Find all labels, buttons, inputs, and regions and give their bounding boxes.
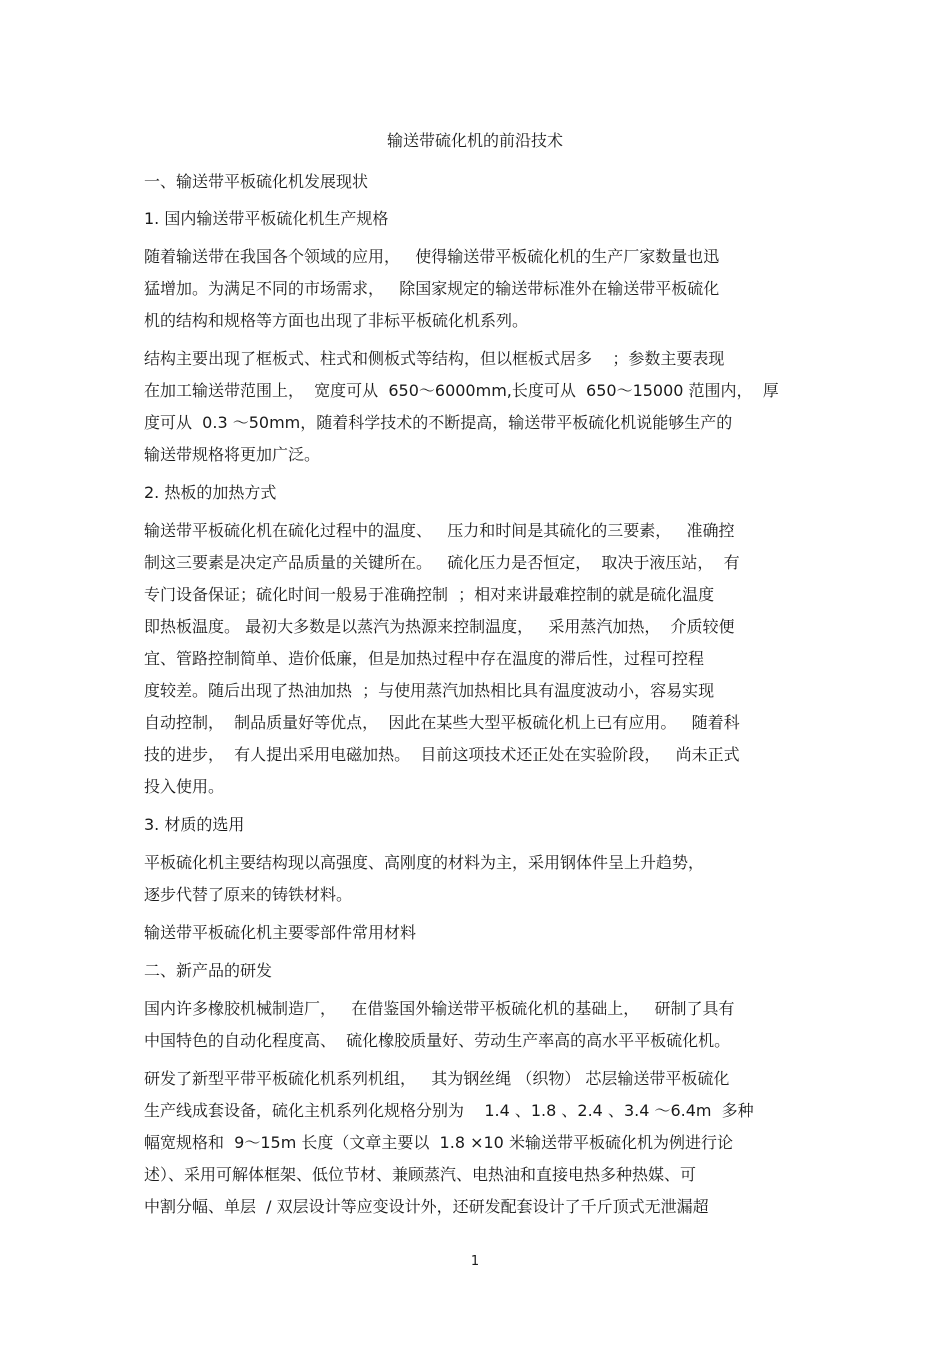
body-line: 述）、采用可解体框架、低位节材、兼顾蒸汽、电热油和直接电热多种热媒、可 — [144, 1165, 697, 1184]
body-line: 机的结构和规格等方面也出现了非标平板硫化机系列。 — [144, 311, 529, 330]
heading-subsection-1: 1. 国内输送带平板硫化机生产规格 — [144, 209, 389, 228]
body-line: 平板硫化机主要结构现以高强度、高刚度的材料为主，采用钢体件呈上升趋势， — [144, 853, 705, 872]
body-line: 制这三要素是决定产品质量的关键所在。 硫化压力是否恒定， 取决于液压站， 有 — [144, 553, 740, 572]
heading-section-2: 二、新产品的研发 — [144, 961, 273, 980]
body-line: 国内许多橡胶机械制造厂， 在借鉴国外输送带平板硫化机的基础上， 研制了具有 — [144, 999, 735, 1018]
body-line: 幅宽规格和 9～15m 长度（文章主要以 1.8 ×10 米输送带平板硫化机为例进行论 — [144, 1133, 733, 1152]
body-line: 猛增加。为满足不同的市场需求， 除国家规定的输送带标准外在输送带平板硫化 — [144, 279, 720, 298]
body-line: 输送带规格将更加广泛。 — [144, 445, 321, 464]
body-line: 即热板温度。 最初大多数是以蒸汽为热源来控制温度， 采用蒸汽加热， 介质较便 — [144, 617, 735, 636]
body-line: 研发了新型平带平板硫化机系列机组， 其为钢丝绳 （织物） 芯层输送带平板硫化 — [144, 1069, 730, 1088]
table-caption: 输送带平板硫化机主要零部件常用材料 — [144, 923, 417, 942]
body-line: 自动控制， 制品质量好等优点， 因此在某些大型平板硫化机上已有应用。 随着科 — [144, 713, 740, 732]
body-line: 中国特色的自动化程度高、 硫化橡胶质量好、劳动生产率高的高水平平板硫化机。 — [144, 1031, 731, 1050]
document-title: 输送带硫化机的前沿技术 — [386, 131, 563, 150]
body-line: 宜、管路控制简单、造价低廉，但是加热过程中存在温度的滞后性，过程可控程 — [144, 649, 705, 668]
heading-subsection-2: 2. 热板的加热方式 — [144, 483, 277, 502]
body-line: 度可从 0.3 ～50mm，随着科学技术的不断提高，输送带平板硫化机说能够生产的 — [144, 413, 733, 432]
body-line: 投入使用。 — [144, 777, 225, 796]
body-line: 度较差。随后出现了热油加热 ；与使用蒸汽加热相比具有温度波动小，容易实现 — [144, 681, 715, 700]
body-line: 技的进步， 有人提出采用电磁加热。 目前这项技术还正处在实验阶段， 尚未正式 — [144, 745, 740, 764]
heading-section-1: 一、输送带平板硫化机发展现状 — [144, 172, 369, 191]
heading-subsection-3: 3. 材质的选用 — [144, 815, 245, 834]
body-line: 专门设备保证；硫化时间一般易于准确控制 ；相对来讲最难控制的就是硫化温度 — [144, 585, 715, 604]
body-line: 中割分幅、单层 / 双层设计等应变设计外，还研发配套设计了千斤顶式无泄漏超 — [144, 1197, 709, 1216]
body-line: 在加工输送带范围上， 宽度可从 650～6000mm,长度可从 650～15000 范围内， 厚 — [144, 381, 779, 400]
body-line: 结构主要出现了框板式、柱式和侧板式等结构，但以框板式居多 ；参数主要表现 — [144, 349, 725, 368]
body-line: 随着输送带在我国各个领域的应用， 使得输送带平板硫化机的生产厂家数量也迅 — [144, 247, 720, 266]
body-line: 逐步代替了原来的铸铁材料。 — [144, 885, 353, 904]
page-number: 1 — [470, 1254, 480, 1269]
body-line: 生产线成套设备，硫化主机系列化规格分别为 1.4 、1.8 、2.4 、3.4 ～6.4m 多种 — [144, 1101, 754, 1120]
body-line: 输送带平板硫化机在硫化过程中的温度、 压力和时间是其硫化的三要素， 准确控 — [144, 521, 735, 540]
